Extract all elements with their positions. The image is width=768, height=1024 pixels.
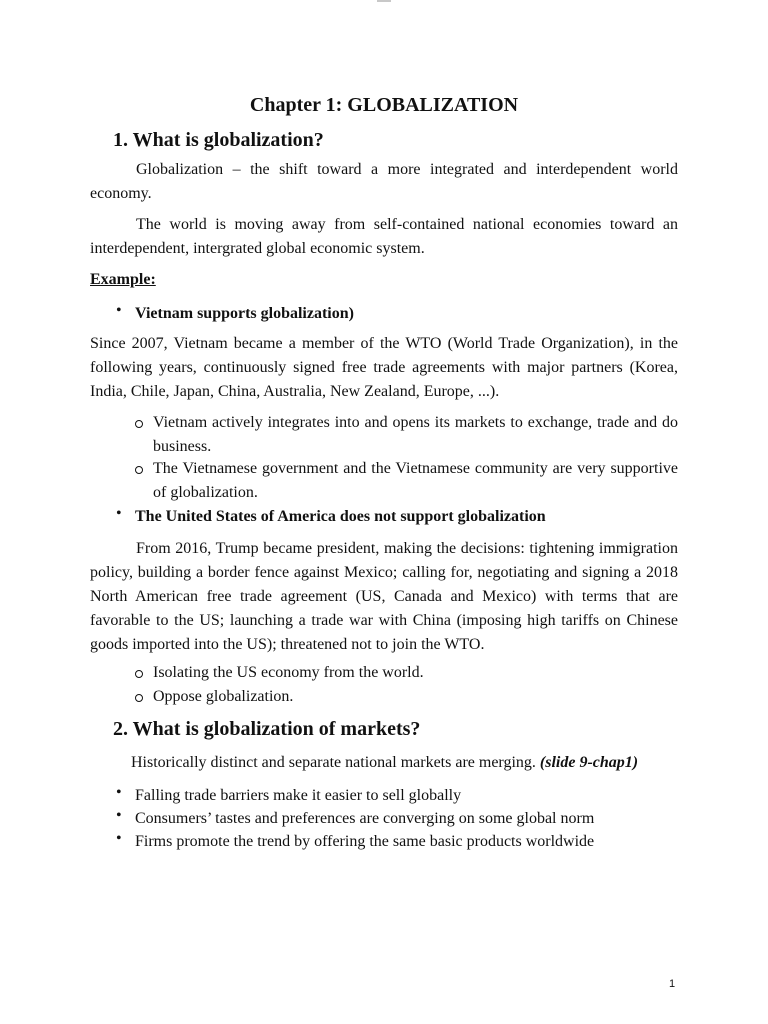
- usa-sub-item-2: Oppose globalization.: [153, 688, 294, 705]
- section1-paragraph-1: Globalization – the shift toward a more integrated and interdependent world economy.: [90, 161, 678, 202]
- market-bullet-3: Firms promote the trend by offering the same basic products worldwide: [135, 833, 595, 850]
- bullet-dot: •: [116, 302, 122, 319]
- circle-bullet: [135, 466, 143, 474]
- usa-bullet: The United States of America does not support globalization: [135, 508, 546, 525]
- circle-bullet: [135, 670, 143, 678]
- vietnam-sub-item-1: Vietnam actively integrates into and opens its markets to exchange, trade and do business.: [153, 414, 678, 455]
- circle-bullet: [135, 694, 143, 702]
- section2-intro-text: Historically distinct and separate national markets are merging.: [131, 754, 536, 771]
- vietnam-bullet: Vietnam supports globalization): [135, 305, 354, 322]
- usa-paragraph: From 2016, Trump became president, making the decisions: tightening immigration policy, building a border fence against Mexico; calling for, negotiating and signing a 2018 North American free trade agreement (US, Canada and Mexico) with terms that are favorable to the US; launching a trade war with China (imposing high tariffs on Chinese goods imported into the US); threatened not to join the WTO.: [90, 540, 678, 653]
- market-bullet-2: Consumers’ tastes and preferences are converging on some global norm: [135, 810, 595, 827]
- page-number: 1: [669, 978, 676, 990]
- section1-heading: 1. What is globalization?: [113, 129, 324, 151]
- chapter-title: Chapter 1: GLOBALIZATION: [249, 94, 519, 116]
- top-edge-mark: [377, 0, 391, 2]
- circle-bullet: [135, 420, 143, 428]
- section2-heading: 2. What is globalization of markets?: [113, 718, 421, 740]
- vietnam-paragraph: Since 2007, Vietnam became a member of the WTO (World Trade Organization), in the following years, continuously signed free trade agreements with major partners (Korea, India, Chile, Japan, China, Australia, New Zealand, Europe, ...).: [90, 335, 678, 400]
- bullet-dot: •: [116, 830, 122, 847]
- bullet-dot: •: [116, 505, 122, 522]
- section1-paragraph-2: The world is moving away from self-contained national economies toward an interdependent, intergrated global economic system.: [90, 216, 678, 257]
- section2-intro: [131, 751, 638, 775]
- slide-reference: (slide 9-chap1): [539, 754, 639, 771]
- vietnam-sub-item-2: The Vietnamese government and the Vietnamese community are very supportive of globalization.: [153, 460, 678, 501]
- bullet-dot: •: [116, 784, 122, 801]
- usa-sub-item-1: Isolating the US economy from the world.: [153, 664, 424, 681]
- market-bullet-1: Falling trade barriers make it easier to sell globally: [135, 787, 462, 804]
- example-label: Example:: [90, 271, 156, 288]
- bullet-dot: •: [116, 807, 122, 824]
